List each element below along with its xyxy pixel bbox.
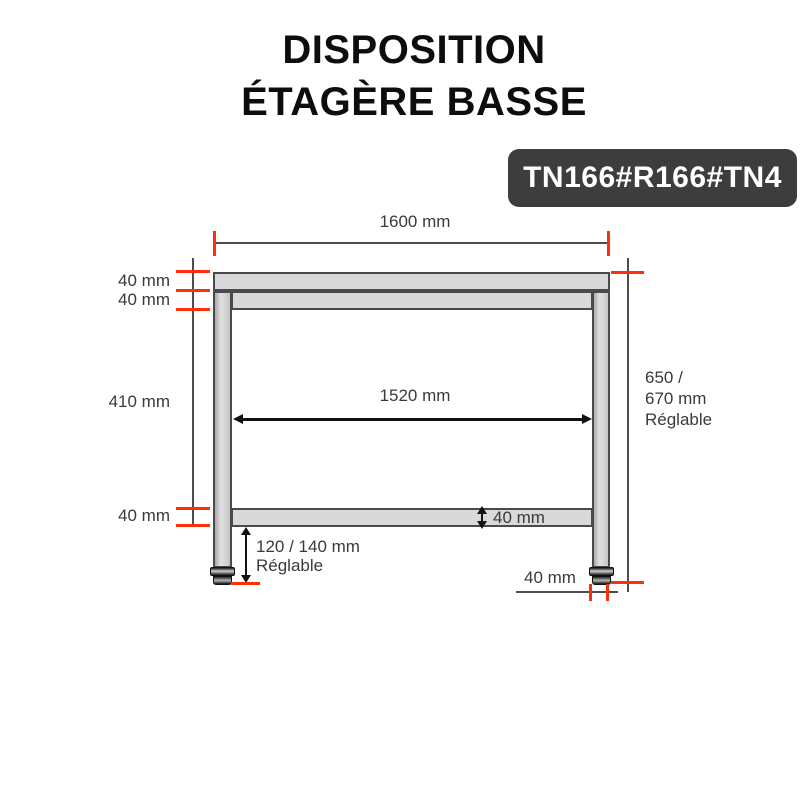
dim-tick	[607, 231, 610, 256]
page-title-line1: DISPOSITION	[282, 28, 546, 72]
dim-height-line1: 650 /	[645, 368, 683, 387]
dim-tick	[213, 231, 216, 256]
dim-tick	[611, 581, 644, 584]
dim-tick	[176, 507, 210, 510]
dim-tick	[176, 270, 210, 273]
dim-top-width-line	[215, 242, 609, 244]
dim-inner-width-label: 1520 mm	[379, 386, 451, 405]
dim-foot-width-line	[516, 591, 618, 593]
arrow-head-up-icon	[241, 527, 251, 535]
page-title	[14, 24, 800, 128]
dim-top-thickness-label: 40 mm	[118, 271, 170, 290]
dim-right-line	[627, 258, 629, 592]
dim-left-line	[192, 258, 194, 526]
product-reference-badge	[508, 149, 797, 207]
arrow-head-down-icon	[477, 521, 487, 529]
dim-tick	[176, 289, 210, 292]
arrow-head-up-icon	[477, 506, 487, 514]
arrow-head-left-icon	[233, 414, 243, 424]
page-title-line2: ÉTAGÈRE BASSE	[241, 80, 587, 124]
dim-inner-width-arrow	[242, 418, 584, 421]
dim-height-label	[645, 367, 712, 430]
dim-tick	[606, 584, 609, 601]
dim-height-line2: 670 mm	[645, 389, 707, 408]
dim-clearance-line2: Réglable	[256, 556, 324, 575]
dim-leg-section-label: 410 mm	[108, 392, 170, 411]
left-adjustable-foot	[213, 576, 232, 585]
dim-shelf-thickness-label: 40 mm	[493, 508, 545, 527]
dim-tick	[231, 582, 260, 585]
dim-height-line3: Réglable	[645, 410, 713, 429]
arrow-head-right-icon	[582, 414, 592, 424]
dim-tick	[611, 271, 644, 274]
table-right-leg	[592, 291, 610, 568]
dim-shelf-thickness-left-label: 40 mm	[118, 506, 170, 525]
dim-foot-width-label: 40 mm	[524, 568, 576, 587]
dim-clearance-line1: 120 / 140 mm	[256, 537, 360, 556]
left-foot-ring	[210, 567, 235, 576]
dim-top-width-label: 1600 mm	[379, 212, 451, 231]
dim-tick	[176, 308, 210, 311]
table-left-leg	[213, 291, 232, 568]
dim-tick	[176, 524, 210, 527]
right-foot-ring	[589, 567, 614, 576]
dim-clearance-arrow	[245, 533, 247, 578]
dim-tick	[589, 584, 592, 601]
table-top	[213, 272, 610, 291]
dim-apron-thickness-label: 40 mm	[118, 290, 170, 309]
product-reference-label: TN166#R166#TN4	[523, 161, 782, 194]
table-apron	[231, 291, 593, 310]
